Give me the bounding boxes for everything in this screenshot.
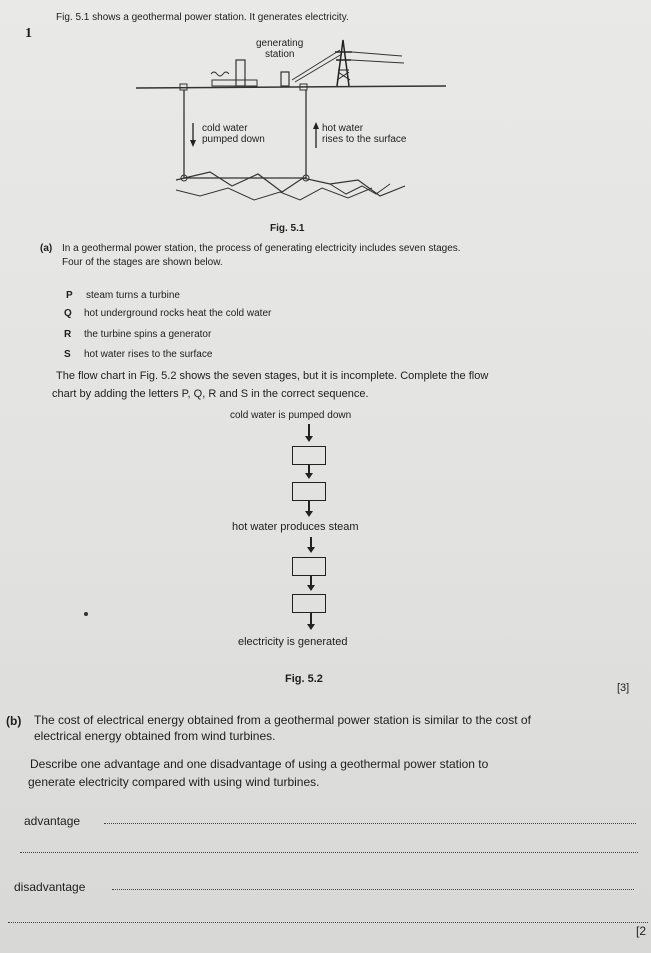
geothermal-diagram (0, 0, 651, 230)
ink-dot (84, 612, 88, 616)
stage-text: hot water rises to the surface (84, 349, 213, 360)
fig-5-1-caption: Fig. 5.1 (270, 223, 305, 234)
label-hot-water: hot water (322, 123, 364, 134)
part-b-line2: electrical energy obtained from wind turbines. (34, 729, 276, 743)
flow-start-text: cold water is pumped down (230, 410, 352, 421)
part-a-line1: In a geothermal power station, the process of generating electricity includes seven stages. (62, 243, 461, 254)
stage-text: steam turns a turbine (86, 290, 180, 301)
part-a-marks: [3] (617, 682, 630, 694)
label-generating: generating (256, 38, 304, 49)
flow-arrow (308, 501, 310, 512)
part-b-line1: The cost of electrical energy obtained from a geothermal power station is similar to the cost of (34, 713, 531, 727)
flow-end-text: electricity is generated (238, 636, 348, 648)
flow-answer-box-2[interactable] (292, 482, 326, 501)
flow-arrow (308, 465, 310, 474)
flow-arrow (310, 613, 312, 625)
advantage-answer-line-2[interactable] (20, 852, 638, 853)
part-a-line2: Four of the stages are shown below. (62, 257, 223, 268)
advantage-label: advantage (24, 814, 81, 828)
question-number: 1 (25, 26, 32, 41)
instruction-line1: The flow chart in Fig. 5.2 shows the seven stages, but it is incomplete. Complete the flow (56, 370, 489, 382)
fig-5-2-caption: Fig. 5.2 (285, 673, 323, 685)
flow-answer-box-3[interactable] (292, 557, 326, 576)
stage-letter: P (66, 290, 73, 301)
flow-arrow (310, 576, 312, 586)
flow-arrow (308, 424, 310, 437)
label-station: station (265, 49, 295, 60)
disadvantage-answer-line-2[interactable] (8, 922, 648, 923)
label-rises-surface: rises to the surface (322, 134, 407, 145)
part-b-instruction2: generate electricity compared with using wind turbines. (28, 775, 320, 789)
stage-letter: R (64, 329, 72, 340)
advantage-answer-line[interactable] (104, 823, 636, 824)
flow-middle-text: hot water produces steam (232, 521, 359, 533)
disadvantage-label: disadvantage (14, 880, 86, 894)
flow-answer-box-1[interactable] (292, 446, 326, 465)
stage-letter: S (64, 349, 71, 360)
label-cold-water: cold water (202, 123, 248, 134)
stage-text: the turbine spins a generator (84, 329, 212, 340)
disadvantage-answer-line[interactable] (112, 889, 634, 890)
instruction-line2: chart by adding the letters P, Q, R and S in the correct sequence. (52, 388, 369, 400)
part-b-instruction1: Describe one advantage and one disadvantage of using a geothermal power station to (30, 757, 489, 771)
part-b-label: (b) (6, 714, 22, 728)
stage-letter: Q (64, 308, 72, 319)
part-b-marks: [2 (636, 924, 647, 938)
flow-arrow (310, 537, 312, 548)
label-pumped-down: pumped down (202, 134, 265, 145)
flow-answer-box-4[interactable] (292, 594, 326, 613)
stage-text: hot underground rocks heat the cold water (84, 308, 272, 319)
intro-text: Fig. 5.1 shows a geothermal power station. It generates electricity. (56, 12, 349, 23)
part-a-label: (a) (40, 243, 53, 254)
